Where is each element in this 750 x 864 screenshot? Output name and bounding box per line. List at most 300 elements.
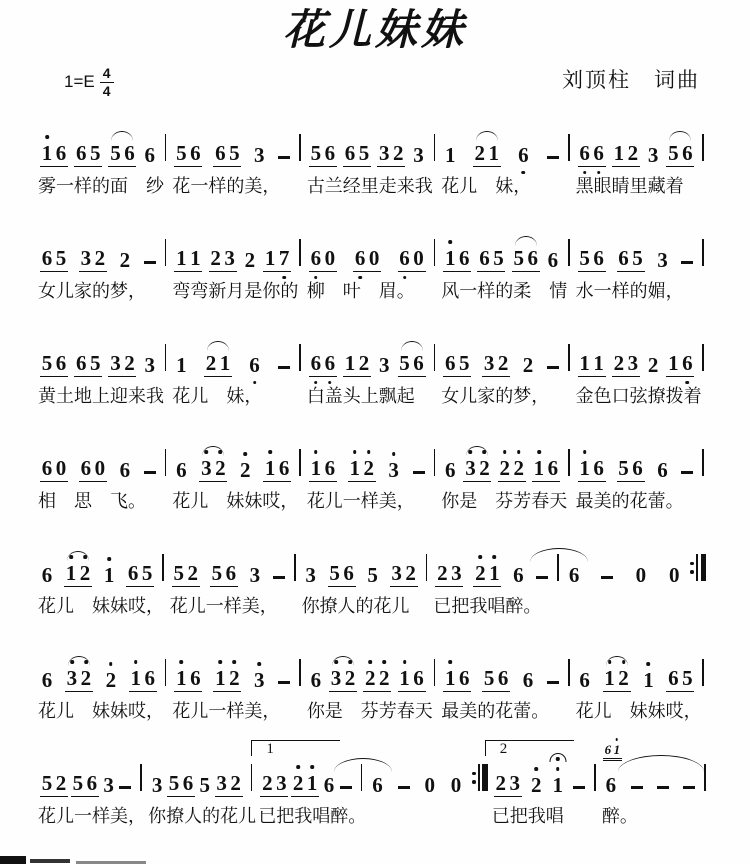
note	[264, 456, 276, 480]
note	[378, 353, 390, 377]
measure	[437, 651, 566, 723]
rest-note	[424, 773, 436, 797]
note-group	[40, 563, 54, 587]
measure	[303, 441, 432, 513]
note	[225, 561, 237, 585]
note	[593, 246, 605, 270]
octave-dot-high	[268, 450, 272, 454]
note-group	[143, 353, 157, 377]
note-digit: 6	[657, 458, 668, 483]
system-6	[34, 651, 706, 723]
note-digit	[144, 471, 156, 475]
note-digit: 6	[497, 666, 509, 691]
note-group	[680, 248, 694, 272]
measure	[168, 651, 297, 723]
note	[681, 141, 693, 165]
note-group	[387, 458, 401, 482]
lyric-line: 你是 芬芳春天	[306, 701, 433, 722]
measure	[437, 231, 566, 303]
note-digit: 6	[144, 143, 155, 168]
note	[371, 773, 383, 797]
note-digit: 3	[451, 561, 462, 586]
note-digit: 1	[264, 456, 276, 481]
note-digit: 1	[444, 246, 456, 271]
note	[392, 141, 404, 165]
note-digit: 3	[253, 668, 265, 693]
slur-arc	[202, 446, 224, 456]
note	[261, 771, 273, 795]
note	[344, 141, 356, 165]
barline	[299, 344, 301, 371]
note-digit: 6	[444, 351, 456, 376]
notes-row	[572, 441, 701, 483]
note-digit	[631, 786, 643, 790]
note-digit: 6	[215, 141, 226, 166]
note-group	[143, 458, 157, 482]
lyric-line: 花儿 妹妹哎，	[575, 701, 702, 722]
note-digit: 0	[413, 246, 424, 271]
note-digit: 2	[613, 351, 625, 376]
note-digit: 2	[105, 668, 117, 693]
measure	[34, 126, 163, 198]
note	[399, 351, 411, 375]
note	[278, 456, 290, 480]
note-digit: 6	[182, 771, 194, 796]
dash-extender	[547, 353, 559, 377]
note-digit: 5	[199, 773, 211, 798]
note-digit: 2	[437, 561, 448, 586]
note-group	[498, 456, 526, 482]
note	[364, 666, 376, 690]
final-barline	[704, 764, 706, 791]
notes-row	[34, 336, 163, 378]
octave-dot-high	[296, 765, 300, 769]
note-digit: 5	[367, 563, 378, 588]
rest-note	[450, 773, 462, 797]
note	[632, 456, 644, 480]
note-digit: 2	[79, 561, 91, 586]
note	[547, 456, 559, 480]
note	[391, 561, 403, 585]
note	[55, 771, 67, 795]
note-digit: 2	[495, 771, 506, 796]
note-digit: 0	[668, 563, 680, 588]
system-2	[34, 231, 706, 303]
note-digit: 2	[522, 353, 534, 378]
note-group	[398, 246, 426, 272]
note-digit: 5	[89, 141, 101, 166]
octave-dot-high	[448, 660, 452, 664]
octave-dot-high	[180, 660, 184, 664]
notes-row	[144, 756, 248, 798]
lyric-line: 你撩人的花儿	[301, 596, 410, 617]
note	[175, 246, 187, 270]
note-group	[521, 668, 535, 692]
note	[144, 353, 156, 377]
song-title: 花儿妹妹	[282, 8, 467, 54]
notes-row	[168, 231, 297, 273]
barline	[299, 239, 301, 266]
note-group	[532, 456, 560, 482]
note-digit: 1	[444, 143, 456, 168]
note-digit: 6	[225, 561, 237, 586]
octave-dot-high	[367, 450, 371, 454]
notes-row	[298, 546, 424, 588]
measure	[572, 441, 701, 513]
slur-arc	[515, 236, 537, 246]
note-digit: 1	[264, 246, 276, 271]
note	[632, 246, 644, 270]
note-digit: 2	[358, 351, 370, 376]
dash-extender	[681, 458, 693, 482]
slur-arc	[67, 551, 89, 561]
note-group	[108, 141, 136, 167]
note-digit: 6	[324, 456, 336, 481]
note	[413, 666, 425, 690]
note-digit: 7	[278, 246, 290, 271]
note-digit	[681, 261, 693, 265]
note	[618, 246, 630, 270]
note-group	[682, 773, 696, 797]
note-digit: 2	[262, 771, 273, 796]
note	[175, 141, 187, 165]
note-group	[655, 248, 669, 272]
measure	[166, 546, 292, 618]
note-digit: 1	[489, 561, 500, 586]
notes-row	[572, 126, 701, 168]
note	[354, 246, 366, 270]
lyric-line	[561, 588, 687, 618]
slur-arc	[606, 656, 628, 666]
note-digit: 5	[168, 771, 180, 796]
repeat-end-barline	[690, 554, 706, 581]
note-digit: 1	[310, 456, 322, 481]
note	[478, 456, 490, 480]
octave-dot-high	[493, 555, 497, 559]
note	[310, 456, 322, 480]
note-digit: 2	[647, 353, 659, 378]
note-group	[309, 668, 323, 692]
notes-row	[437, 231, 566, 273]
slur-arc	[466, 446, 488, 456]
note-digit	[413, 471, 425, 475]
note-digit	[681, 471, 693, 475]
note-digit: 1	[552, 773, 563, 798]
note	[604, 666, 616, 690]
note-group	[102, 563, 116, 587]
note-group	[646, 143, 660, 167]
notes-row	[303, 336, 432, 378]
note	[483, 666, 495, 690]
system-1	[34, 126, 706, 198]
note-digit: 5	[329, 561, 340, 586]
note	[249, 563, 261, 587]
note-digit: 6	[324, 351, 336, 376]
note-digit: 6	[41, 668, 53, 693]
slur-arc	[111, 131, 133, 141]
note	[618, 666, 630, 690]
note-digit	[547, 366, 559, 370]
note	[593, 351, 605, 375]
note-group	[680, 458, 694, 482]
lyric-line: 女儿家的梦，	[38, 281, 146, 302]
note	[579, 456, 591, 480]
barline	[702, 344, 704, 371]
rest-note	[55, 456, 67, 480]
note-digit: 2	[124, 351, 135, 376]
note	[613, 351, 625, 375]
note	[363, 456, 375, 480]
note-digit: 5	[141, 561, 153, 586]
note-digit: 6	[593, 141, 604, 166]
note	[330, 666, 342, 690]
note-digit: 2	[627, 141, 639, 166]
note-group	[546, 668, 560, 692]
octave-dot-high	[310, 765, 314, 769]
barline-thin	[696, 554, 698, 581]
note	[228, 141, 240, 165]
note-digit: 5	[41, 351, 53, 376]
barline	[299, 134, 301, 161]
slur-arc	[332, 656, 354, 666]
notes-row	[168, 441, 297, 483]
note	[264, 246, 276, 270]
note-group	[511, 563, 525, 587]
note-group	[277, 668, 291, 692]
note-digit: 0	[424, 773, 436, 798]
note-digit: 1	[344, 351, 356, 376]
octave-dot-high	[556, 767, 560, 771]
measure	[34, 546, 164, 618]
note-group	[377, 353, 391, 377]
barline	[702, 134, 704, 161]
note-group	[304, 563, 318, 587]
note-group	[213, 141, 241, 167]
note-digit: 5	[632, 246, 643, 271]
note	[495, 771, 507, 795]
note-digit: 3	[305, 563, 316, 588]
note-group	[366, 563, 380, 587]
dash-extender	[631, 773, 643, 797]
note-group	[603, 666, 631, 692]
time-signature-numerator: 4	[100, 66, 114, 83]
score	[34, 126, 706, 828]
note-digit: 0	[55, 456, 67, 481]
measure	[34, 441, 163, 513]
measure	[298, 546, 424, 618]
lyric-line: 花儿一样美，	[306, 491, 415, 512]
note-digit: 3	[509, 771, 520, 796]
note	[175, 353, 187, 377]
note	[513, 456, 525, 480]
note	[228, 666, 240, 690]
note	[199, 773, 211, 797]
note-digit: 3	[144, 353, 155, 378]
note-digit: 2	[94, 246, 106, 271]
note-digit: 6	[75, 351, 87, 376]
note-digit: 5	[176, 141, 187, 166]
system-3	[34, 336, 706, 408]
note-group	[248, 353, 262, 377]
note	[275, 771, 287, 795]
note-group	[521, 353, 535, 377]
barline	[434, 134, 436, 161]
octave-dot-low	[328, 381, 332, 385]
note-digit: 1	[613, 742, 621, 758]
note-digit: 6	[86, 771, 98, 796]
note-digit: 1	[593, 351, 604, 376]
note-group	[443, 666, 471, 692]
note	[168, 771, 180, 795]
note-group	[118, 773, 132, 797]
note	[249, 353, 261, 377]
note	[667, 141, 679, 165]
note	[413, 143, 425, 167]
note-group	[40, 246, 68, 272]
barline	[165, 239, 167, 266]
octave-dot-low	[314, 381, 318, 385]
volta-bracket-2: 2	[485, 740, 574, 756]
note	[292, 771, 304, 795]
note-digit: 3	[253, 143, 265, 168]
note	[656, 458, 668, 482]
measure	[572, 336, 701, 408]
note-group	[64, 561, 92, 587]
note-group	[449, 773, 463, 797]
barline	[568, 239, 570, 266]
note	[55, 351, 67, 375]
note-group	[370, 773, 384, 797]
note	[89, 351, 101, 375]
note-digit	[536, 576, 548, 580]
note	[278, 246, 290, 270]
octave-dot-high	[537, 450, 541, 454]
note-group	[578, 246, 606, 272]
notes-row	[572, 336, 701, 378]
repeat-dot	[472, 772, 476, 776]
note	[474, 141, 486, 165]
repeat-dot	[690, 570, 694, 574]
note-digit: 2	[55, 771, 67, 796]
note-group	[174, 246, 202, 272]
note-digit: 6	[324, 141, 336, 166]
note-group	[600, 563, 614, 587]
note	[219, 351, 231, 375]
note	[151, 773, 163, 797]
note-digit: 2	[187, 561, 199, 586]
note-digit: 3	[201, 456, 212, 481]
lyric-line: 黄土地上迎来我	[38, 386, 164, 407]
note	[41, 456, 53, 480]
dash-extender	[683, 773, 695, 797]
time-signature-denominator: 4	[102, 83, 111, 100]
notes-row	[34, 126, 163, 168]
note-group	[210, 561, 238, 587]
measure	[488, 741, 592, 828]
measure	[303, 336, 432, 408]
measure	[303, 651, 432, 723]
note	[568, 563, 580, 587]
note-group	[328, 561, 356, 587]
note-group	[494, 771, 522, 797]
lyric-line: 白盖头上飘起	[306, 386, 415, 407]
note-digit: 5	[41, 771, 53, 796]
note-digit: 1	[604, 666, 615, 691]
dash-extender	[573, 773, 585, 797]
octave-dot-high	[479, 555, 483, 559]
lyric-line: 花一样的美，	[172, 176, 281, 197]
note-digit: 6	[354, 246, 366, 271]
dash-extender	[536, 563, 548, 587]
barline	[162, 554, 164, 581]
note-digit: 5	[89, 351, 101, 376]
note-group	[104, 668, 118, 692]
barline	[434, 344, 436, 371]
note	[478, 246, 490, 270]
note-group	[617, 246, 645, 272]
note-group	[143, 143, 157, 167]
octave-dot-high	[382, 660, 386, 664]
note-group	[129, 666, 157, 692]
note-digit: 1	[176, 353, 187, 378]
barline	[568, 449, 570, 476]
note-digit: 5	[668, 141, 679, 166]
note-group	[377, 141, 405, 167]
note-group	[277, 353, 291, 377]
barline-thin	[478, 764, 480, 791]
note-group	[322, 773, 336, 797]
note	[667, 666, 679, 690]
note-digit: 5	[483, 666, 495, 691]
lyric-line: 你是 芬芳春天	[441, 491, 568, 512]
note	[127, 561, 139, 585]
note-digit: 3	[330, 666, 342, 691]
note-digit: 5	[399, 351, 410, 376]
note	[530, 773, 542, 797]
note-group	[512, 246, 540, 272]
note-digit: 1	[399, 666, 410, 691]
note	[533, 456, 545, 480]
note	[388, 458, 400, 482]
note-digit: 0	[450, 773, 462, 798]
barline	[426, 554, 428, 581]
notes-row	[572, 651, 701, 693]
note-group	[578, 456, 606, 482]
note-group	[603, 742, 622, 761]
note-group	[339, 773, 353, 797]
note-digit: 2	[499, 456, 510, 481]
barline	[568, 659, 570, 686]
note	[512, 563, 524, 587]
octave-dot-high	[233, 660, 237, 664]
notes-row	[168, 126, 297, 168]
note-group	[215, 771, 243, 797]
note	[349, 456, 361, 480]
dash-extender	[601, 563, 613, 587]
note	[80, 456, 92, 480]
note-group	[309, 456, 337, 482]
measure	[437, 441, 566, 513]
barline	[299, 659, 301, 686]
note-digit: 5	[682, 666, 693, 691]
dash-extender	[278, 143, 290, 167]
note	[244, 248, 256, 272]
note-digit: 6	[41, 246, 53, 271]
note-digit: 6	[593, 246, 604, 271]
note-group	[646, 353, 660, 377]
note	[119, 458, 131, 482]
note	[618, 456, 630, 480]
